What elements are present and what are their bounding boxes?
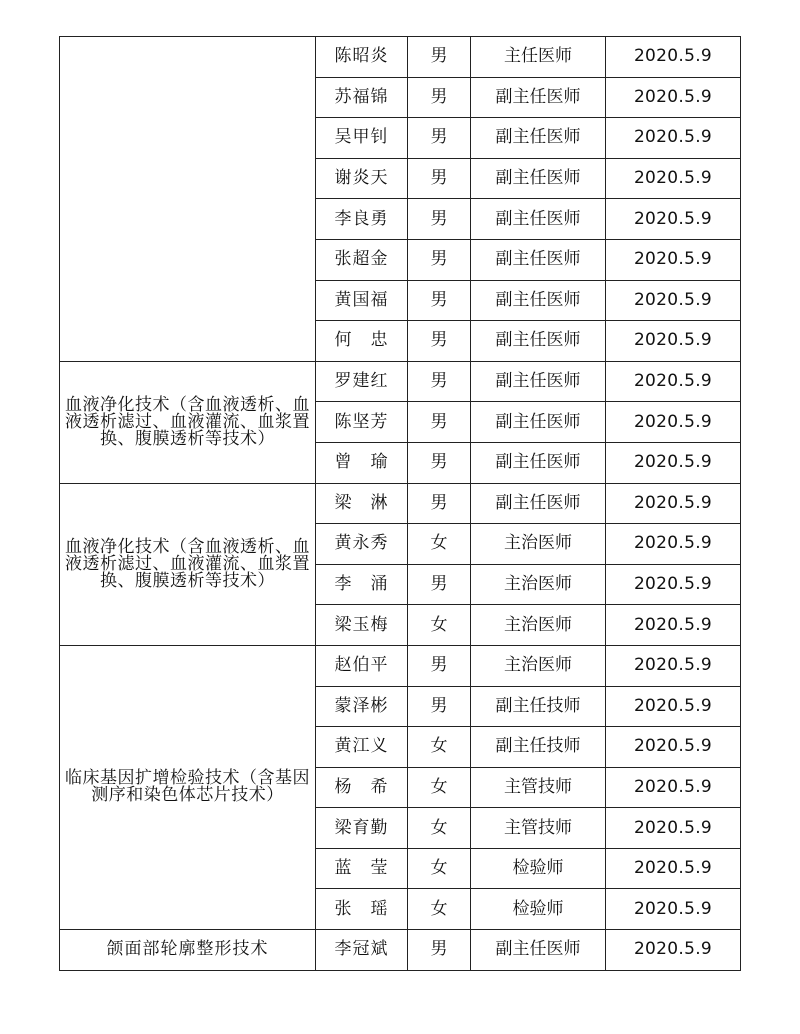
date-cell: 2020.5.9	[606, 930, 741, 971]
gender-cell: 男	[408, 686, 471, 727]
name-cell: 梁育勤	[316, 808, 408, 849]
table-row	[60, 37, 741, 78]
date-cell: 2020.5.9	[606, 727, 741, 768]
name-cell: 李良勇	[316, 199, 408, 240]
name-cell: 蒙泽彬	[316, 686, 408, 727]
name-cell: 吴甲钊	[316, 118, 408, 159]
date-cell: 2020.5.9	[606, 361, 741, 402]
name-cell: 李 涌	[316, 564, 408, 605]
gender-cell: 男	[408, 158, 471, 199]
gender-cell: 男	[408, 645, 471, 686]
technology-cell: 临床基因扩增检验技术（含基因测序和染色体芯片技术）	[60, 645, 316, 929]
name-cell: 黄永秀	[316, 524, 408, 565]
date-cell: 2020.5.9	[606, 483, 741, 524]
date-cell: 2020.5.9	[606, 199, 741, 240]
name-cell: 黄江义	[316, 727, 408, 768]
title-cell: 主治医师	[471, 564, 606, 605]
date-cell: 2020.5.9	[606, 645, 741, 686]
gender-cell: 男	[408, 118, 471, 159]
name-cell: 赵伯平	[316, 645, 408, 686]
technology-cell	[60, 37, 316, 362]
date-cell: 2020.5.9	[606, 808, 741, 849]
table-row	[60, 361, 741, 402]
name-cell: 曾 瑜	[316, 442, 408, 483]
title-cell: 检验师	[471, 848, 606, 889]
title-cell: 副主任医师	[471, 158, 606, 199]
title-cell: 主任医师	[471, 37, 606, 78]
date-cell: 2020.5.9	[606, 442, 741, 483]
gender-cell: 女	[408, 848, 471, 889]
title-cell: 主治医师	[471, 605, 606, 646]
date-cell: 2020.5.9	[606, 848, 741, 889]
technology-cell: 血液净化技术（含血液透析、血液透析滤过、血液灌流、血浆置换、腹膜透析等技术）	[60, 361, 316, 483]
gender-cell: 男	[408, 37, 471, 78]
title-cell: 副主任医师	[471, 199, 606, 240]
gender-cell: 女	[408, 767, 471, 808]
title-cell: 副主任医师	[471, 77, 606, 118]
date-cell: 2020.5.9	[606, 889, 741, 930]
name-cell: 张 瑶	[316, 889, 408, 930]
name-cell: 何 忠	[316, 321, 408, 362]
gender-cell: 女	[408, 605, 471, 646]
name-cell: 张超金	[316, 239, 408, 280]
date-cell: 2020.5.9	[606, 321, 741, 362]
date-cell: 2020.5.9	[606, 158, 741, 199]
table-row	[60, 930, 741, 971]
title-cell: 副主任医师	[471, 280, 606, 321]
gender-cell: 男	[408, 199, 471, 240]
date-cell: 2020.5.9	[606, 280, 741, 321]
name-cell: 杨 希	[316, 767, 408, 808]
table-row	[60, 483, 741, 524]
title-cell: 副主任技师	[471, 727, 606, 768]
title-cell: 副主任医师	[471, 442, 606, 483]
date-cell: 2020.5.9	[606, 524, 741, 565]
date-cell: 2020.5.9	[606, 118, 741, 159]
title-cell: 主管技师	[471, 808, 606, 849]
name-cell: 谢炎天	[316, 158, 408, 199]
gender-cell: 男	[408, 361, 471, 402]
gender-cell: 男	[408, 321, 471, 362]
name-cell: 黄国福	[316, 280, 408, 321]
name-cell: 蓝 莹	[316, 848, 408, 889]
date-cell: 2020.5.9	[606, 239, 741, 280]
title-cell: 主治医师	[471, 645, 606, 686]
gender-cell: 男	[408, 280, 471, 321]
name-cell: 陈昭炎	[316, 37, 408, 78]
name-cell: 苏福锦	[316, 77, 408, 118]
title-cell: 检验师	[471, 889, 606, 930]
gender-cell: 男	[408, 930, 471, 971]
table-row	[60, 645, 741, 686]
date-cell: 2020.5.9	[606, 605, 741, 646]
gender-cell: 女	[408, 889, 471, 930]
gender-cell: 女	[408, 524, 471, 565]
gender-cell: 男	[408, 442, 471, 483]
date-cell: 2020.5.9	[606, 402, 741, 443]
gender-cell: 男	[408, 483, 471, 524]
gender-cell: 男	[408, 239, 471, 280]
technology-cell: 血液净化技术（含血液透析、血液透析滤过、血液灌流、血浆置换、腹膜透析等技术）	[60, 483, 316, 645]
gender-cell: 男	[408, 402, 471, 443]
gender-cell: 女	[408, 727, 471, 768]
name-cell: 李冠斌	[316, 930, 408, 971]
name-cell: 陈坚芳	[316, 402, 408, 443]
date-cell: 2020.5.9	[606, 686, 741, 727]
date-cell: 2020.5.9	[606, 77, 741, 118]
date-cell: 2020.5.9	[606, 37, 741, 78]
name-cell: 梁 淋	[316, 483, 408, 524]
title-cell: 副主任医师	[471, 361, 606, 402]
gender-cell: 女	[408, 808, 471, 849]
personnel-table-body	[60, 37, 741, 971]
title-cell: 副主任医师	[471, 321, 606, 362]
name-cell: 梁玉梅	[316, 605, 408, 646]
title-cell: 副主任医师	[471, 483, 606, 524]
date-cell: 2020.5.9	[606, 767, 741, 808]
title-cell: 副主任医师	[471, 402, 606, 443]
name-cell: 罗建红	[316, 361, 408, 402]
title-cell: 副主任医师	[471, 930, 606, 971]
title-cell: 主管技师	[471, 767, 606, 808]
gender-cell: 男	[408, 77, 471, 118]
personnel-table	[59, 36, 741, 971]
title-cell: 副主任医师	[471, 239, 606, 280]
date-cell: 2020.5.9	[606, 564, 741, 605]
technology-cell: 颌面部轮廓整形技术	[60, 930, 316, 971]
title-cell: 副主任技师	[471, 686, 606, 727]
gender-cell: 男	[408, 564, 471, 605]
title-cell: 主治医师	[471, 524, 606, 565]
title-cell: 副主任医师	[471, 118, 606, 159]
